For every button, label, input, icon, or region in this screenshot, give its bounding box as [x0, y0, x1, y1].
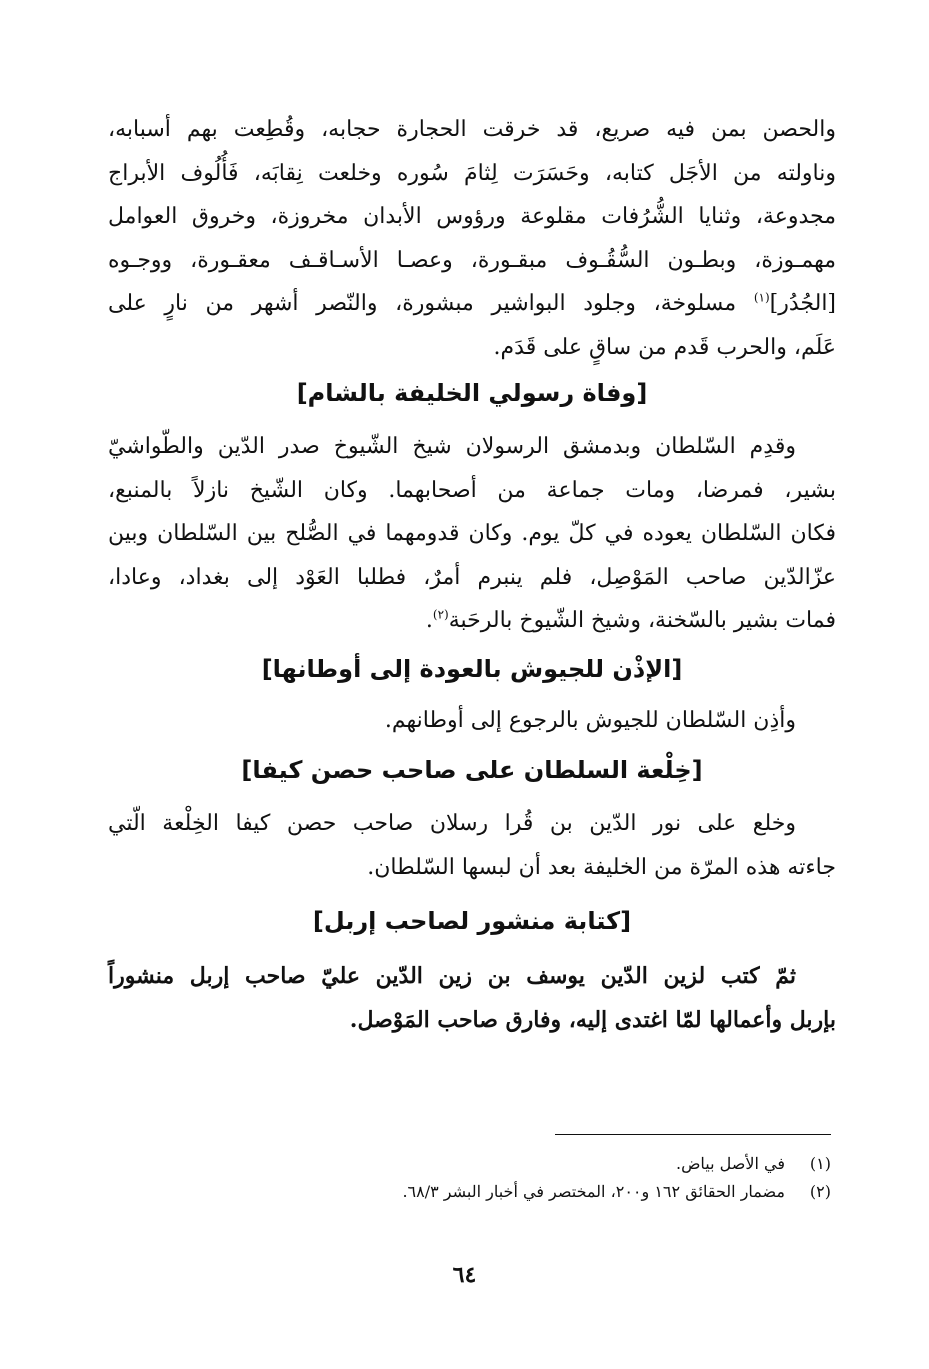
text-line: وناولته من الأجَل كتابه، وحَسَرَت لِثامَ سُوره وخلعت نِقابَه، فَأُلُوف الأبراج — [108, 160, 836, 186]
footnote-ref-2[interactable]: (٢) — [432, 607, 449, 622]
text-line: وقدِم السّلطان وبدمشق الرسولان شيخ الشّيوخ صدر الدّين والطّواشيّ — [108, 434, 796, 459]
text-line: عَلَم، والحرب قَدم من ساقٍ على قَدَم. — [493, 334, 836, 360]
text-line: جاءته هذه المرّة من الخليفة بعد أن لبسها السّلطان. — [367, 854, 836, 880]
text-line: بإربل وأعمالها لمّا اغتدى إليه، وفارق صاحب المَوْصل. — [349, 1006, 836, 1033]
section-heading-decree-irbil: [كتابة منشور لصاحب إربل] — [312, 907, 632, 935]
text-line: عزّالدّين صاحب المَوْصِل، فلم ينبرم أمرٌ، فطلبا العَوْد إلى بغداد، وعادا، — [108, 564, 836, 590]
footnote-1 — [103, 1150, 831, 1178]
footnotes — [103, 1150, 831, 1206]
footnote-number: (٢) — [809, 1182, 831, 1201]
footnote-ref-1[interactable]: (١) — [753, 290, 770, 305]
section-heading-robe-of-honor: [خِلْعة السلطان على صاحب حصن كيفا] — [241, 756, 703, 784]
footnote-text: مضمار الحقائق ١٦٢ و٢٠٠، المختصر في أخبار البشر ٦٨/٣. — [402, 1182, 785, 1201]
text-segment: فمات بشير بالسّخنة، وشيخ الشّيوخ بالرحَبة — [448, 608, 836, 633]
section-heading-death-of-envoys: [وفاة رسولي الخليفة بالشام] — [296, 379, 648, 407]
page-body — [108, 108, 836, 1042]
paragraph-decree-irbil — [108, 955, 836, 1042]
text-line: مهمـوزة، وبطـون السُّقُـوف مبقـورة، وعصـا الأسـاقـف معقـورة، ووجـوه — [108, 247, 836, 273]
text-segment: مسلوخة، وجلود البواشير مبشورة، والنّصر أشهر من نارٍ على — [108, 291, 737, 316]
page-number: ٦٤ — [452, 1262, 477, 1288]
text-line: وخلع على نور الدّين بن قُرا رسلان صاحب حصن كيفا الخِلْعة الّتي — [108, 811, 796, 836]
text-line: فمات بشير بالسّخنة، وشيخ الشّيوخ بالرحَبة$^{(٢)}$. — [425, 607, 836, 633]
text-line: والحصن بمن فيه صريع، قد خرقت الحجارة حجابه، وقُطِعت بهم أسبابه، — [108, 117, 836, 142]
text-line: مجدوعة، وثنايا الشُّرُفات مقلوعة ورؤوس الأبدان مخروزة، وخروق العوامل — [108, 204, 836, 229]
bracketed-word: [الجُدُر] — [769, 291, 837, 316]
footnote-divider — [555, 1134, 831, 1135]
section-heading-armies-return: [الإذْن للجيوش بالعودة إلى أوطانها] — [261, 654, 683, 683]
text-line: فكان السّلطان يعوده في كلّ يوم. وكان قدومهما في الصُّلح بين السّلطان وبين — [108, 521, 836, 546]
footnote-text: في الأصل بياض. — [675, 1154, 785, 1173]
text-line: ثمّ كتب لزين الدّين يوسف بن زين الدّين عليّ صاحب إربل منشوراً — [108, 963, 796, 989]
footnote-2 — [103, 1178, 831, 1206]
text-line: بشير، فمرضا، ومات جماعة من أصحابهما. وكان الشّيخ نازلاً بالمنبع، — [108, 477, 836, 503]
text-line — [108, 282, 836, 326]
paragraph-siege-description — [108, 108, 836, 369]
paragraph-death-of-envoys — [108, 425, 836, 643]
paragraph-armies-return — [108, 699, 836, 743]
paragraph-robe-of-honor — [108, 802, 836, 889]
text-line: وأذِن السّلطان للجيوش بالرجوع إلى أوطانهم. — [384, 707, 796, 733]
footnote-number: (١) — [809, 1154, 831, 1173]
